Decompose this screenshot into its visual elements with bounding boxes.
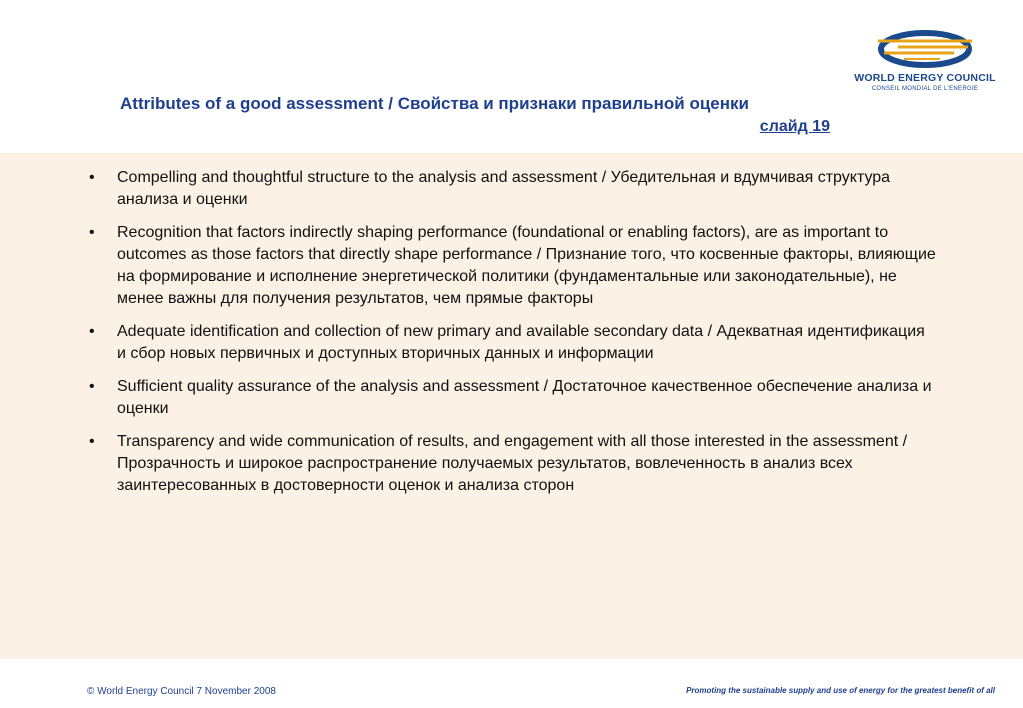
- list-item: [87, 167, 937, 211]
- bullet-icon: •: [89, 169, 95, 186]
- list-item: [87, 431, 937, 497]
- slide-footer: [0, 659, 1023, 708]
- world-energy-council-globe-icon: [876, 30, 974, 68]
- bullet-text: Recognition that factors indirectly shaping performance (foundational or enabling factors), are as important to outcomes as those factors that directly shape performance / Признание того, что косвенные факторы, влияющие на формирование и исполнение энергетической политики (фундаментальные или законодательные), не менее важны для получения результатов, чем прямые факторы: [117, 224, 936, 307]
- copyright-text: © World Energy Council 7 November 2008: [87, 686, 276, 697]
- list-item: [87, 222, 937, 310]
- slide-header: [0, 0, 1023, 153]
- bullet-text: Compelling and thoughtful structure to the analysis and assessment / Убедительная и вдумчивая структура анализа и оценки: [117, 169, 891, 208]
- bullet-icon: •: [89, 323, 95, 340]
- bullet-text: Adequate identification and collection of new primary and available secondary data / Адекватная идентификация и сбор новых первичных и доступных вторичных данных и информации: [117, 323, 925, 362]
- slide-content: [0, 153, 1023, 659]
- footer-tagline: Promoting the sustainable supply and use of energy for the greatest benefit of all: [686, 686, 995, 695]
- list-item: [87, 376, 937, 420]
- bullet-icon: •: [89, 433, 95, 450]
- bullet-text: Transparency and wide communication of results, and engagement with all those interested in the assessment / Прозрачность и широкое распространение получаемых результатов, вовлеченность в анализ всех заинтересованных в достоверности оценок и анализа сторон: [117, 433, 908, 494]
- bullet-text: Sufficient quality assurance of the analysis and assessment / Достаточное качественное обеспечение анализа и оценки: [117, 378, 932, 417]
- logo-subtitle: CONSEIL MONDIAL DE L'ENERGIE: [871, 86, 979, 92]
- list-item: [87, 321, 937, 365]
- logo-name: WORLD ENERGY COUNCIL: [854, 72, 996, 84]
- slide-title: Attributes of a good assessment / Свойства и признаки правильной оценки: [120, 94, 749, 113]
- slide-number-link[interactable]: слайд 19: [759, 118, 830, 135]
- bullet-list: [87, 167, 937, 508]
- wec-logo: [850, 30, 1000, 100]
- bullet-icon: •: [89, 224, 95, 241]
- bullet-icon: •: [89, 378, 95, 395]
